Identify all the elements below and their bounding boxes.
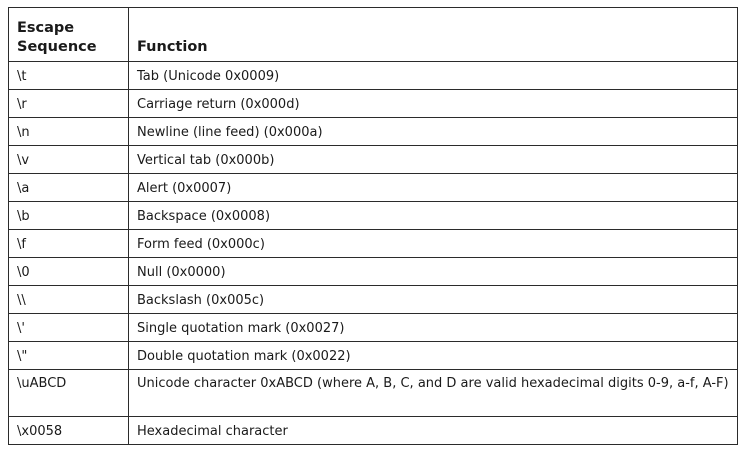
- cell-escape-sequence: \v: [9, 146, 129, 174]
- table-row: [9, 230, 738, 258]
- table-row: [9, 258, 738, 286]
- table-row: [9, 118, 738, 146]
- cell-escape-sequence: \r: [9, 90, 129, 118]
- table-row: [9, 342, 738, 370]
- cell-escape-sequence: \": [9, 342, 129, 370]
- cell-escape-sequence: \f: [9, 230, 129, 258]
- table-row: [9, 370, 738, 417]
- cell-escape-sequence: \uABCD: [9, 370, 129, 417]
- cell-function: Double quotation mark (0x0022): [129, 342, 738, 370]
- cell-escape-sequence: \t: [9, 62, 129, 90]
- cell-function: Tab (Unicode 0x0009): [129, 62, 738, 90]
- table-row: [9, 286, 738, 314]
- escape-sequence-table: [8, 7, 738, 445]
- cell-function: Form feed (0x000c): [129, 230, 738, 258]
- cell-function: Newline (line feed) (0x000a): [129, 118, 738, 146]
- table-row: [9, 146, 738, 174]
- cell-escape-sequence: \x0058: [9, 417, 129, 445]
- cell-function: Unicode character 0xABCD (where A, B, C, and D are valid hexadecimal digits 0-9, a-f, A-F): [129, 370, 738, 417]
- table-row: [9, 62, 738, 90]
- header-escape-line2: Sequence: [17, 39, 97, 55]
- cell-function: Alert (0x0007): [129, 174, 738, 202]
- cell-function: Single quotation mark (0x0027): [129, 314, 738, 342]
- table-row: [9, 90, 738, 118]
- table-row: [9, 314, 738, 342]
- table-row: [9, 174, 738, 202]
- table-row: [9, 202, 738, 230]
- cell-function: Backspace (0x0008): [129, 202, 738, 230]
- cell-escape-sequence: \0: [9, 258, 129, 286]
- cell-function: Carriage return (0x000d): [129, 90, 738, 118]
- cell-function: Null (0x0000): [129, 258, 738, 286]
- escape-sequence-table-container: [8, 7, 737, 445]
- cell-function: Vertical tab (0x000b): [129, 146, 738, 174]
- cell-escape-sequence: \\: [9, 286, 129, 314]
- cell-escape-sequence: \n: [9, 118, 129, 146]
- cell-escape-sequence: \': [9, 314, 129, 342]
- header-escape-line1: Escape: [17, 20, 75, 36]
- table-header-row: [9, 8, 738, 62]
- table-row: [9, 417, 738, 445]
- cell-escape-sequence: \a: [9, 174, 129, 202]
- header-function: Function: [129, 8, 738, 62]
- cell-function: Hexadecimal character: [129, 417, 738, 445]
- header-escape-sequence: [9, 8, 129, 62]
- cell-function: Backslash (0x005c): [129, 286, 738, 314]
- cell-escape-sequence: \b: [9, 202, 129, 230]
